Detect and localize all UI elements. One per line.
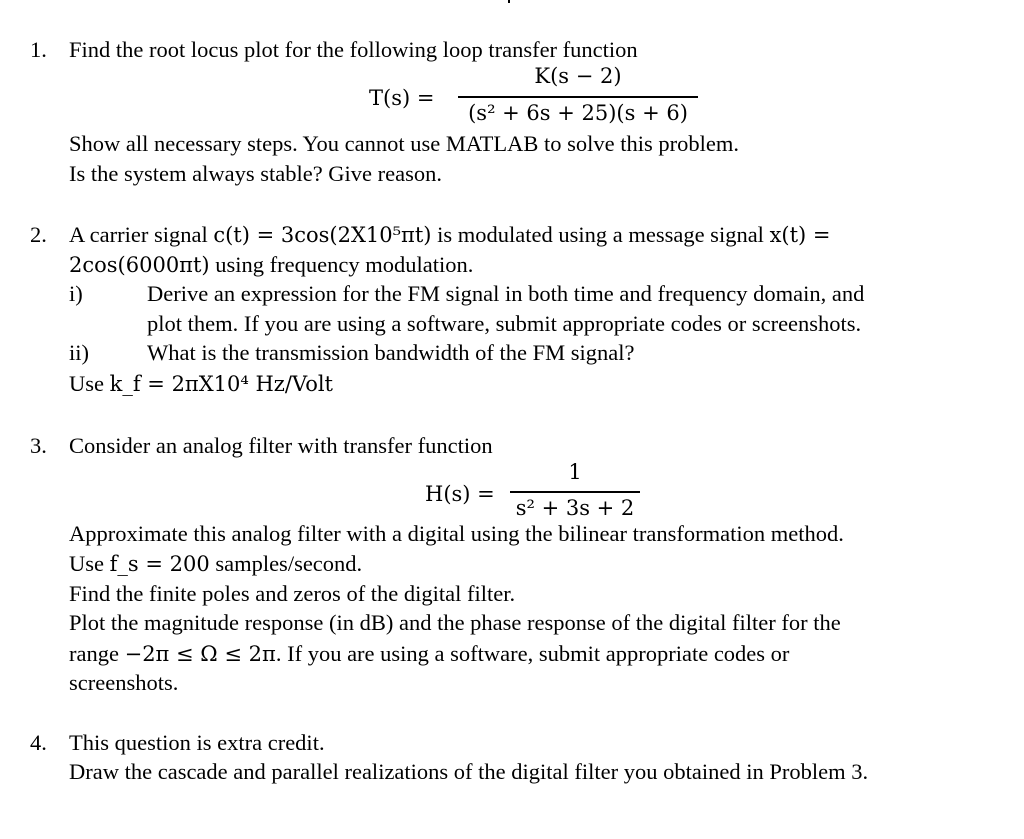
problem-1-question: Is the system always stable? Give reason. <box>69 161 443 186</box>
text-segment: range <box>69 641 125 666</box>
transfer-function-denominator: (s² + 6s + 25)(s + 6) <box>468 101 688 125</box>
problem-3-range <box>69 640 789 668</box>
part-ii-label: ii) <box>69 340 89 365</box>
carrier-signal-math: c(t) = 3cos(2X10⁵πt) <box>213 223 432 247</box>
text-segment: A carrier signal <box>69 222 214 247</box>
problem-4-line-2: Draw the cascade and parallel realizations of the digital filter you obtained in Problem 3. <box>69 759 869 784</box>
problem-1-instruction: Show all necessary steps. You cannot use MATLAB to solve this problem. <box>69 131 739 156</box>
fraction-bar <box>458 96 698 98</box>
part-i-line-1: Derive an expression for the FM signal in both time and frequency domain, and <box>147 281 865 306</box>
text-segment: is modulated using a message signal <box>431 222 770 247</box>
sampling-rate-math: f_s = 200 <box>109 552 210 576</box>
text-segment: Use <box>69 371 110 396</box>
filter-function-denominator: s² + 3s + 2 <box>515 496 635 520</box>
problem-1-number: 1. <box>30 37 47 62</box>
part-ii-line-1: What is the transmission bandwidth of the FM signal? <box>147 340 635 365</box>
text-segment: . If you are using a software, submit appropriate codes or <box>275 641 790 666</box>
filter-function-lhs: H(s) = <box>425 482 495 506</box>
kf-constant-math: k_f = 2πX10⁴ Hz/Volt <box>109 372 333 396</box>
text-segment: samples/second. <box>209 551 363 576</box>
problem-3-number: 3. <box>30 433 47 458</box>
problem-2-line-2 <box>69 251 473 279</box>
message-signal-math: x(t) = <box>769 223 831 247</box>
text-segment: using frequency modulation. <box>209 252 474 277</box>
top-edge-mark <box>508 0 510 3</box>
problem-3-plot: Plot the magnitude response (in dB) and the phase response of the digital filter for the <box>69 610 841 635</box>
problem-3-poles-zeros: Find the finite poles and zeros of the digital filter. <box>69 581 516 606</box>
problem-3-sampling <box>69 550 362 578</box>
problem-3-intro: Consider an analog filter with transfer function <box>69 433 493 458</box>
part-i-line-2: plot them. If you are using a software, submit appropriate codes or screenshots. <box>147 311 862 336</box>
problem-3-screenshots: screenshots. <box>69 670 179 695</box>
transfer-function-lhs: T(s) = <box>369 86 435 110</box>
part-i-label: i) <box>69 281 83 306</box>
text-segment: Use <box>69 551 110 576</box>
problem-2-number: 2. <box>30 222 47 247</box>
problem-3-approximate: Approximate this analog filter with a digital using the bilinear transformation method. <box>69 521 844 546</box>
problem-4-number: 4. <box>30 730 47 755</box>
problem-1-intro: Find the root locus plot for the following loop transfer function <box>69 37 638 62</box>
message-signal-expression: 2cos(6000πt) <box>69 253 210 277</box>
problem-2-use-line <box>69 370 333 398</box>
problem-2-line-1 <box>69 221 831 249</box>
fraction-bar <box>510 491 640 493</box>
range-math: −2π ≤ Ω ≤ 2π <box>124 642 276 666</box>
transfer-function-numerator: K(s − 2) <box>534 64 622 88</box>
problem-4-line-1: This question is extra credit. <box>69 730 325 755</box>
filter-function-numerator: 1 <box>568 460 582 484</box>
